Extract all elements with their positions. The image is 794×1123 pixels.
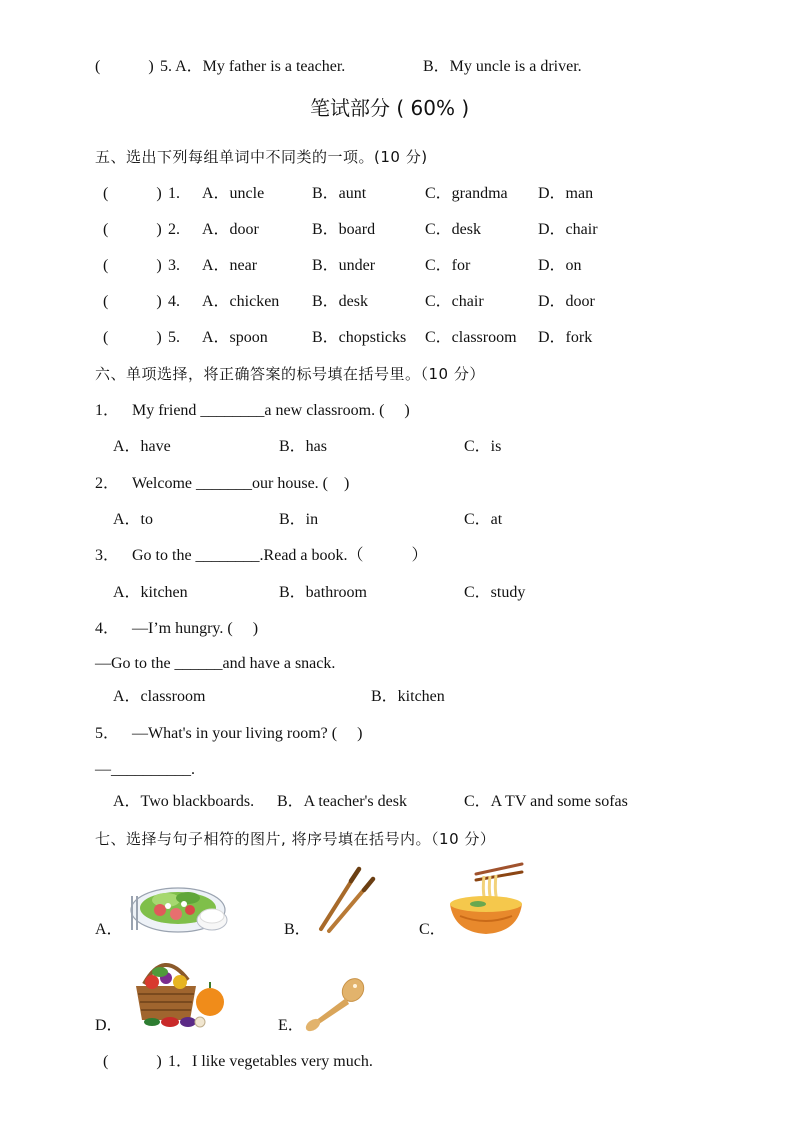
option-d: D．door bbox=[538, 293, 595, 310]
q1-option-a: A．have bbox=[113, 438, 171, 455]
question-number: 2. bbox=[168, 221, 180, 238]
q5-option-a: A．Two blackboards. bbox=[113, 793, 255, 810]
chopsticks-image bbox=[315, 865, 379, 935]
option-a: A．chicken bbox=[202, 293, 280, 310]
q3-stem[interactable]: Go to the ________.Read a book.（ ） bbox=[132, 547, 428, 564]
q2-number: 2． bbox=[95, 475, 120, 492]
answer-paren[interactable]: ( ) bbox=[103, 293, 162, 310]
picture-label-b: B． bbox=[284, 921, 311, 938]
answer-paren[interactable]: ( ) bbox=[103, 329, 162, 346]
answer-paren[interactable]: ( ) bbox=[103, 221, 162, 238]
option-c: C．classroom bbox=[425, 329, 517, 346]
spoon-image bbox=[303, 976, 367, 1034]
option-a: A．uncle bbox=[202, 185, 265, 202]
q4-option-b: B．kitchen bbox=[371, 688, 445, 705]
q1-number: 1． bbox=[95, 402, 120, 419]
option-c: C．desk bbox=[425, 221, 482, 238]
q2-option-c: C．at bbox=[464, 511, 503, 528]
option-a: A．spoon bbox=[202, 329, 268, 346]
q1-stem[interactable]: My friend ________a new classroom. ( ) bbox=[132, 402, 410, 419]
q4-stem[interactable]: —I’m hungry. ( ) bbox=[132, 620, 259, 637]
option-c: C．grandma bbox=[425, 185, 508, 202]
section6-heading: 六、单项选择，将正确答案的标号填在括号里。（10 分） bbox=[95, 365, 485, 383]
q3-option-a: A．kitchen bbox=[113, 584, 188, 601]
q2-stem[interactable]: Welcome _______our house. ( ) bbox=[132, 475, 350, 492]
option-d: D．fork bbox=[538, 329, 593, 346]
option-b: B．desk bbox=[312, 293, 369, 310]
listening-q5-paren[interactable]: ( ) bbox=[95, 58, 154, 75]
q5-number: 5． bbox=[95, 725, 120, 742]
q4-second-line: —Go to the ______and have a snack. bbox=[95, 655, 336, 672]
vegetable-basket-image bbox=[130, 950, 226, 1028]
option-d: D．on bbox=[538, 257, 582, 274]
q2-option-a: A．to bbox=[113, 511, 154, 528]
picture-label-e: E． bbox=[278, 1017, 304, 1034]
answer-paren[interactable]: ( ) bbox=[103, 185, 162, 202]
option-c: C．chair bbox=[425, 293, 484, 310]
q2-option-b: B．in bbox=[279, 511, 319, 528]
q3-option-b: B．bathroom bbox=[279, 584, 367, 601]
question-number: 5. bbox=[168, 329, 180, 346]
listening-q5-option-b: B．My uncle is a driver. bbox=[423, 58, 582, 75]
q1-option-c: C．is bbox=[464, 438, 502, 455]
q5-second-line: —__________. bbox=[95, 761, 195, 778]
option-c: C．for bbox=[425, 257, 471, 274]
option-b: B．chopsticks bbox=[312, 329, 407, 346]
q3-number: 3． bbox=[95, 547, 120, 564]
picture-label-a: A． bbox=[95, 921, 123, 938]
option-b: B．board bbox=[312, 221, 376, 238]
q5-option-c: C．A TV and some sofas bbox=[464, 793, 628, 810]
section7-heading: 七、选择与句子相符的图片, 将序号填在括号内。（10 分） bbox=[95, 830, 496, 848]
question-number: 4. bbox=[168, 293, 180, 310]
option-d: D．man bbox=[538, 185, 594, 202]
option-d: D．chair bbox=[538, 221, 598, 238]
question-number: 1. bbox=[168, 185, 180, 202]
noodle-bowl-image bbox=[446, 860, 526, 938]
section7-q1-paren[interactable]: ( ) bbox=[103, 1053, 162, 1070]
section7-q1-text: 1．I like vegetables very much. bbox=[168, 1053, 373, 1070]
q1-option-b: B．has bbox=[279, 438, 328, 455]
question-number: 3. bbox=[168, 257, 180, 274]
picture-label-c: C． bbox=[419, 921, 446, 938]
salad-plate-image bbox=[126, 870, 230, 938]
q4-number: 4． bbox=[95, 620, 120, 637]
listening-q5-option-a: 5. A．My father is a teacher. bbox=[160, 58, 346, 75]
written-part-title: 笔试部分 ( 60% ) bbox=[310, 96, 470, 120]
option-b: B．under bbox=[312, 257, 376, 274]
picture-label-d: D． bbox=[95, 1017, 123, 1034]
option-b: B．aunt bbox=[312, 185, 367, 202]
q5-option-b: B．A teacher's desk bbox=[277, 793, 407, 810]
q5-stem[interactable]: —What's in your living room? ( ) bbox=[132, 725, 363, 742]
option-a: A．near bbox=[202, 257, 258, 274]
q3-option-c: C．study bbox=[464, 584, 526, 601]
answer-paren[interactable]: ( ) bbox=[103, 257, 162, 274]
section5-heading: 五、选出下列每组单词中不同类的一项。(10 分) bbox=[95, 148, 428, 166]
option-a: A．door bbox=[202, 221, 259, 238]
q4-option-a: A．classroom bbox=[113, 688, 206, 705]
